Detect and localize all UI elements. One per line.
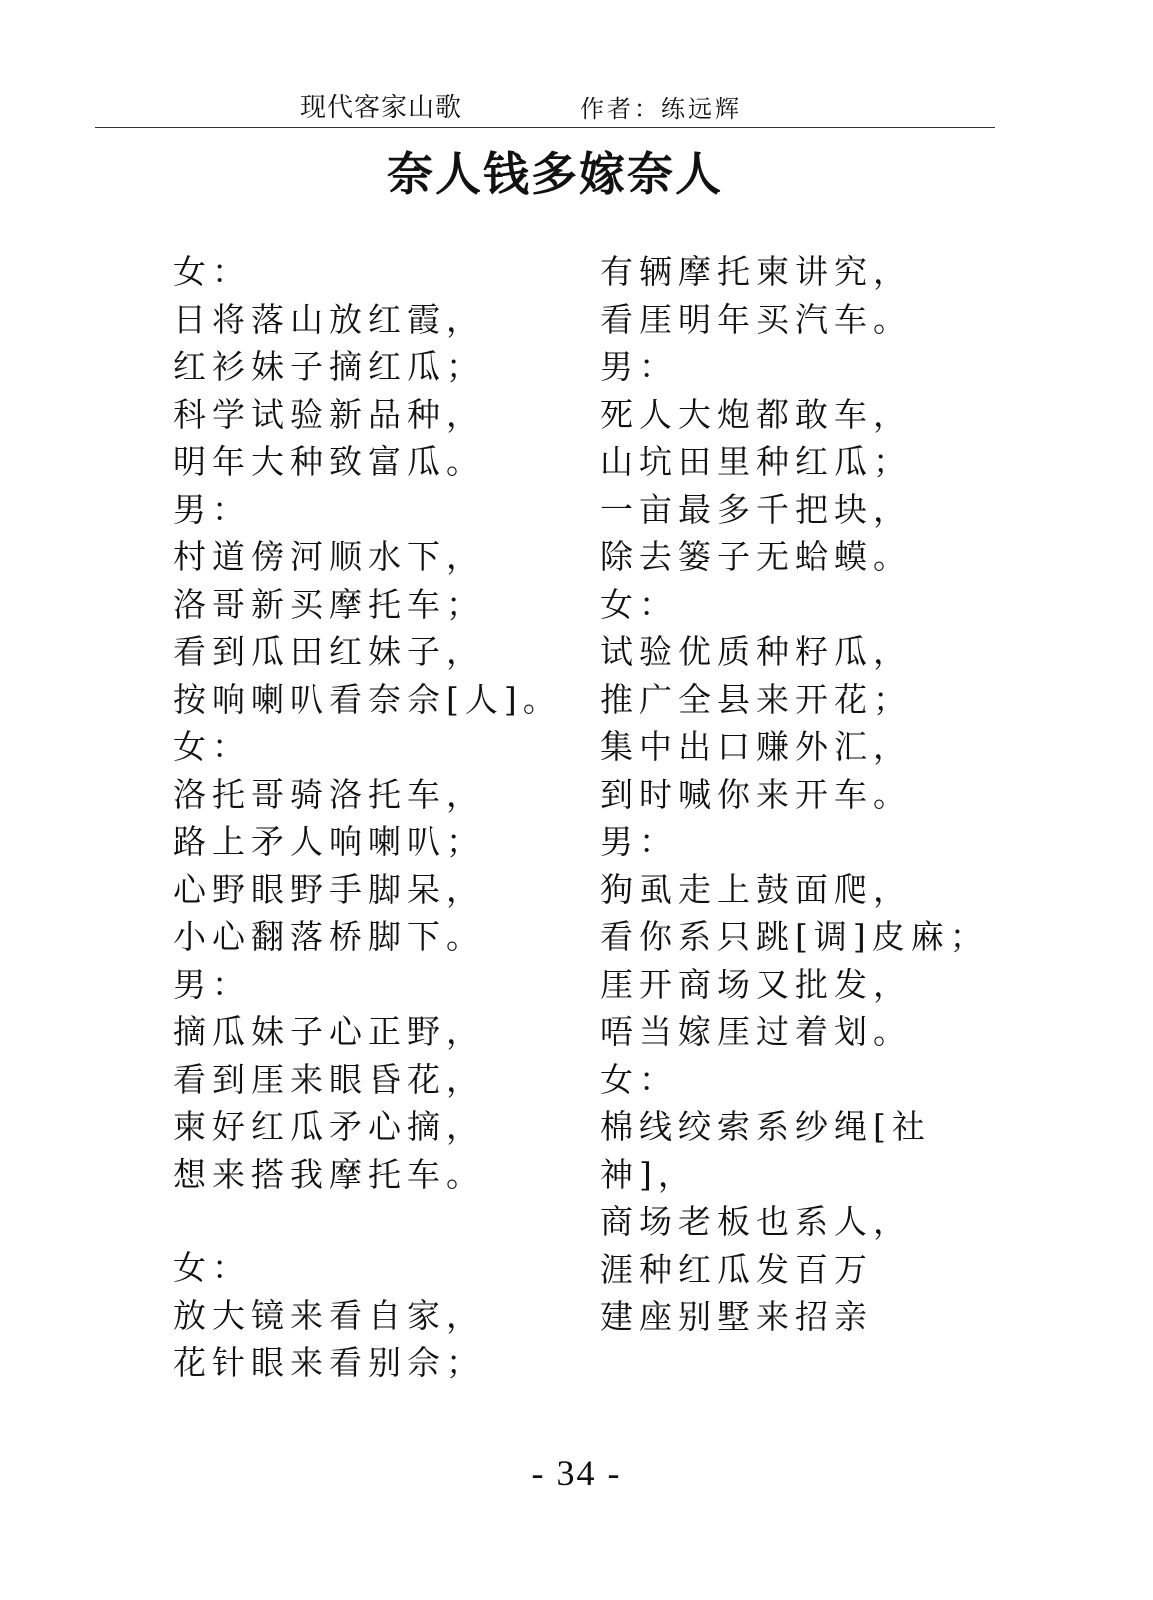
verse-line: 男： [600, 822, 678, 861]
verse-line: 村道傍河顺水下， [173, 537, 485, 576]
verse-line: 唔当嫁厓过着划。 [600, 1012, 912, 1051]
verse-line: 放大镜来看自家， [173, 1295, 485, 1335]
left-column [173, 252, 573, 1391]
verse-line: 推广全县来开花； [600, 679, 912, 719]
verse-line: 神]， [600, 1154, 697, 1194]
page-number: - 34 - [531, 1453, 622, 1493]
verse-line: 有辆摩托柬讲究， [600, 252, 912, 291]
verse-line: 男： [173, 964, 251, 1004]
verse-line: 按响喇叭看奈佘[人]。 [173, 679, 562, 719]
verse-line: 试验优质种籽瓜， [600, 632, 912, 671]
verse-line: 红衫妹子摘红瓜； [173, 347, 485, 386]
running-header [95, 85, 995, 128]
verse-line: 女： [600, 584, 678, 624]
verse-line: 到时喊你来开车。 [600, 774, 912, 814]
verse-line: 死人大炮都敢车， [600, 394, 912, 434]
verse-line: 狗虱走上鼓面爬， [600, 869, 912, 909]
verse-line: 女： [600, 1059, 678, 1099]
verse-line: 洛托哥骑洛托车， [173, 774, 485, 814]
verse-line: 女： [173, 1248, 251, 1287]
verse-line: 看厓明年买汽车。 [600, 299, 912, 339]
verse-line: 小心翻落桥脚下。 [173, 917, 485, 956]
verse-line: 洛哥新买摩托车； [173, 584, 485, 624]
verse-line: 建座别墅来招亲 [600, 1297, 873, 1336]
verse-line: 涯种红瓜发百万 [600, 1249, 873, 1289]
verse-line: 柬好红瓜矛心摘， [173, 1107, 485, 1146]
verse-line: 明年大种致富瓜。 [173, 442, 485, 481]
verse-line: 女： [173, 727, 251, 766]
verse-line: 心野眼野手脚呆， [173, 869, 485, 909]
book-title: 现代客家山歌 [300, 93, 463, 123]
verse-line: 看你系只跳[调]皮麻； [600, 917, 989, 956]
verse-line: 摘瓜妹子心正野， [173, 1012, 485, 1051]
verse-line: 集中出口赚外汇， [600, 727, 912, 766]
verse-line: 花针眼来看别佘； [173, 1343, 485, 1382]
right-column [600, 252, 989, 1345]
verse-line: 山坑田里种红瓜； [600, 442, 912, 481]
song-title: 奈人钱多嫁奈人 [387, 147, 723, 201]
author-credit: 作者：练远辉 [580, 95, 742, 123]
verse-line: 棉线绞索系纱绳[社 [600, 1107, 931, 1146]
verse-line: 科学试验新品种， [173, 394, 485, 434]
verse-line [173, 1202, 573, 1248]
verse-line: 一亩最多千把块， [600, 489, 912, 529]
verse-line: 商场老板也系人， [600, 1202, 912, 1241]
verse-line: 除去篓子无蛤蟆。 [600, 537, 912, 576]
verse-line: 日将落山放红霞， [173, 299, 485, 339]
verse-line: 想来搭我摩托车。 [173, 1154, 485, 1194]
verse-line: 女： [173, 252, 251, 291]
verse-line: 男： [600, 347, 678, 386]
verse-line: 男： [173, 489, 251, 529]
verse-line: 看到瓜田红妹子， [173, 632, 485, 671]
verse-line: 厓开商场又批发， [600, 964, 912, 1004]
verse-line: 路上矛人响喇叭； [173, 822, 485, 861]
verse-line: 看到厓来眼昏花， [173, 1059, 485, 1099]
